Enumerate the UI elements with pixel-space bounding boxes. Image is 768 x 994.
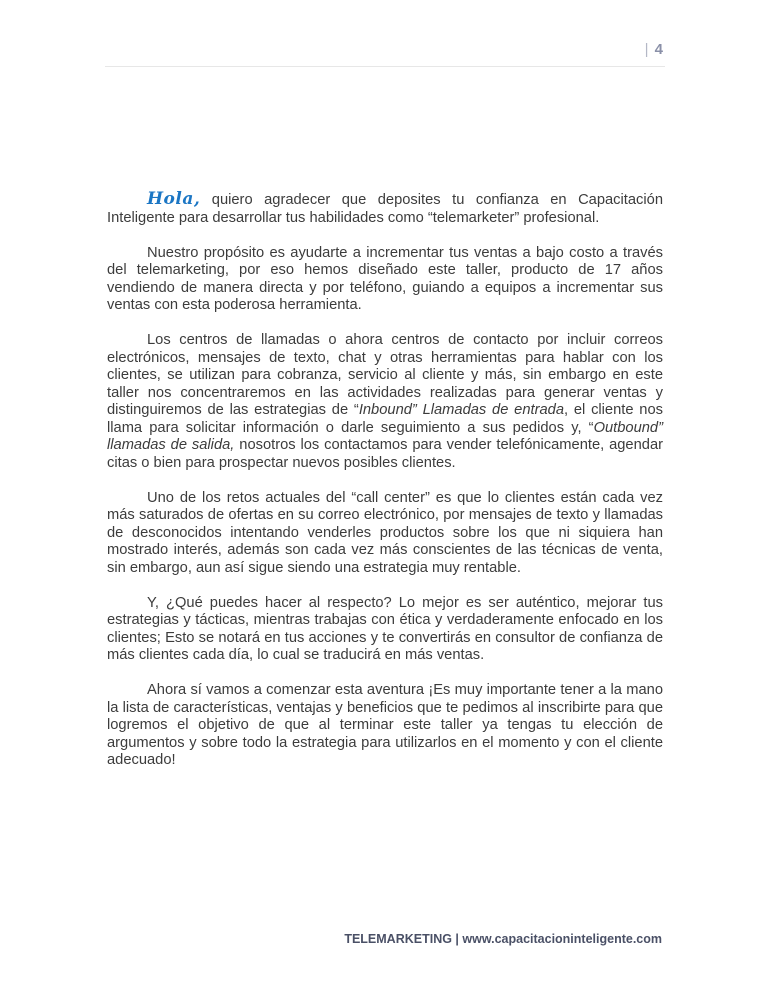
page-number-separator: | — [644, 41, 650, 58]
text-segment: Uno de los retos actuales del “call center” es que lo clientes están cada vez más saturados de ofertas en su correo electrónico, por mensajes de texto y llamadas de desconocidos intentando venderles productos sobre los que ni siquiera han mostrado interés, además son cada vez más conscientes de las técnicas de venta, sin embargo, aun así sigue siendo una estrategia muy rentable. — [107, 489, 663, 576]
text-segment: Inbound” Llamadas de entrada — [358, 402, 564, 418]
paragraph — [107, 595, 663, 665]
footer-separator: | — [451, 932, 463, 946]
paragraph — [107, 682, 663, 770]
header-rule — [105, 66, 665, 67]
paragraph — [107, 245, 663, 315]
page-number — [645, 41, 664, 58]
text-segment: Los centros de llamadas o ahora centros de contacto por incluir correos electrónicos, mensajes de texto, chat y otras herramientas para hablar con los clientes, se utilizan para cobranza, servicio al cliente y más, sin embargo en este taller nos concentraremos en las actividades realizadas para generar ventas y distinguiremos de las estrategias de “ — [107, 332, 663, 418]
text-segment: quiero agradecer que deposites tu confianza en Capacitación Inteligente para desarrollar tus habilidades como “telemarketer” profesional. — [107, 192, 663, 226]
text-segment: nosotros los contactamos para vender telefónicamente, agendar citas o bien para prospectar nuevos posibles clientes. — [107, 437, 664, 471]
document-body — [107, 191, 663, 787]
text-segment: Outbound” llamadas de salida, — [107, 419, 663, 453]
page-number-value: 4 — [654, 41, 664, 58]
greeting-script-text: Hola, — [147, 189, 201, 209]
text-segment: Y, ¿Qué puedes hacer al respecto? Lo mejor es ser auténtico, mejorar tus estrategias y tácticas, mientras trabajas con ética y verdaderamente enfocado en los clientes; Esto se notará en tus acciones y te convertirás en consultor de confianza de más clientes cada día, lo cual se traducirá en más ventas. — [107, 594, 663, 663]
paragraph — [107, 332, 663, 472]
paragraph — [107, 191, 663, 227]
text-segment: Ahora sí vamos a comenzar esta aventura ¡Es muy importante tener a la mano la lista de características, ventajas y beneficios que te pedimos al inscribirte para que logremos el objetivo de que al terminar este taller ya tengas tu elección de argumentos y sobre todo la estrategia para utilizarlos en el momento y con el cliente adecuado! — [107, 682, 663, 768]
text-segment: , el cliente nos llama para solicitar información o darle seguimiento a sus pedidos y, “ — [107, 402, 663, 436]
paragraph — [107, 490, 663, 578]
footer-website: www.capacitacioninteligente.com — [462, 932, 662, 946]
footer-brand: TELEMARKETING — [344, 932, 452, 946]
page-footer — [344, 932, 662, 946]
text-segment: Nuestro propósito es ayudarte a incrementar tus ventas a bajo costo a través del telemarketing, por eso hemos diseñado este taller, producto de 17 años vendiendo de manera directa y por teléfono, guiando a equipos a incrementar sus ventas con esta poderosa herramienta. — [107, 244, 663, 313]
